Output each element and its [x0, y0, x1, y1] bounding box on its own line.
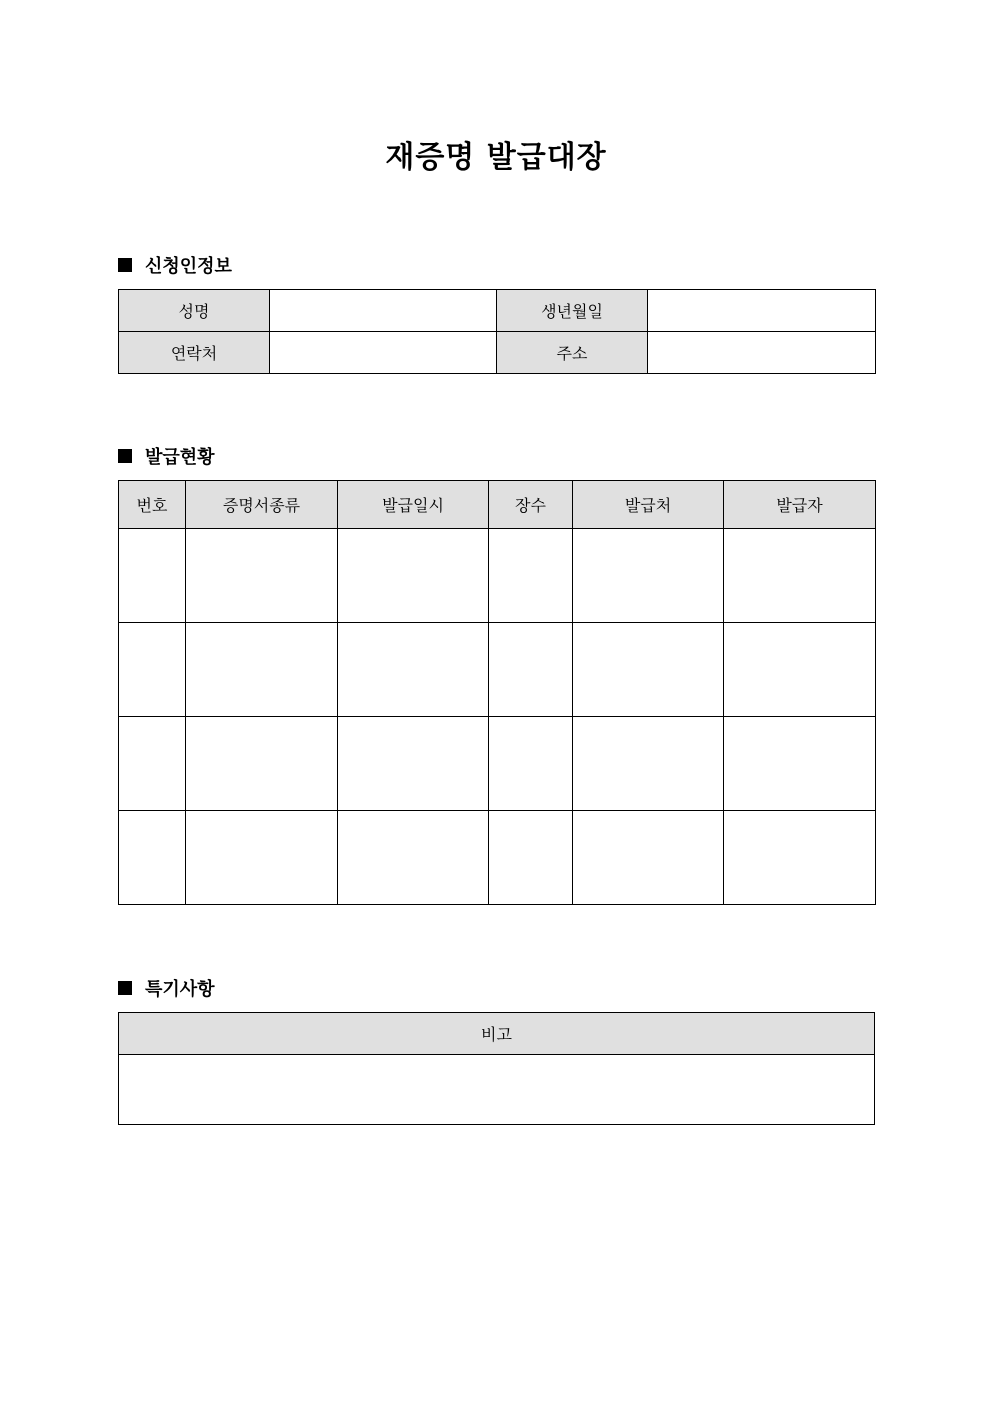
table-cell[interactable] — [489, 529, 573, 623]
name-label: 성명 — [119, 290, 270, 332]
table-cell[interactable] — [338, 623, 489, 717]
table-cell[interactable] — [119, 811, 186, 905]
birthdate-field[interactable] — [648, 290, 876, 332]
table-row — [119, 529, 876, 623]
contact-label: 연락처 — [119, 332, 270, 374]
table-cell[interactable] — [724, 811, 876, 905]
table-cell[interactable] — [338, 529, 489, 623]
table-row — [119, 717, 876, 811]
table-cell[interactable] — [724, 529, 876, 623]
remarks-section-title: 특기사항 — [145, 979, 215, 1000]
remarks-table — [118, 1012, 875, 1125]
issuance-table — [118, 480, 876, 905]
column-header-issuing-office: 발급처 — [573, 481, 724, 529]
birthdate-label: 생년월일 — [497, 290, 648, 332]
table-cell[interactable] — [573, 811, 724, 905]
table-cell[interactable] — [573, 529, 724, 623]
table-row — [119, 811, 876, 905]
applicant-info-table — [118, 289, 876, 374]
applicant-section-heading — [118, 253, 232, 277]
table-cell[interactable] — [119, 623, 186, 717]
table-cell[interactable] — [119, 529, 186, 623]
column-header-number: 번호 — [119, 481, 186, 529]
remarks-label: 비고 — [119, 1013, 875, 1055]
table-cell[interactable] — [186, 717, 338, 811]
address-field[interactable] — [648, 332, 876, 374]
table-cell[interactable] — [186, 529, 338, 623]
issuance-section-title: 발급현황 — [145, 447, 215, 468]
square-bullet-icon — [118, 981, 132, 995]
remarks-field[interactable] — [119, 1055, 875, 1125]
column-header-issuer: 발급자 — [724, 481, 876, 529]
column-header-certificate-type: 증명서종류 — [186, 481, 338, 529]
table-cell[interactable] — [338, 811, 489, 905]
table-cell[interactable] — [186, 623, 338, 717]
square-bullet-icon — [118, 258, 132, 272]
table-cell[interactable] — [338, 717, 489, 811]
square-bullet-icon — [118, 449, 132, 463]
table-cell[interactable] — [489, 811, 573, 905]
table-cell[interactable] — [186, 811, 338, 905]
table-cell[interactable] — [724, 717, 876, 811]
name-field[interactable] — [270, 290, 497, 332]
address-label: 주소 — [497, 332, 648, 374]
issuance-section-heading — [118, 444, 215, 468]
table-cell[interactable] — [573, 717, 724, 811]
table-cell[interactable] — [489, 623, 573, 717]
table-cell[interactable] — [724, 623, 876, 717]
table-cell[interactable] — [489, 717, 573, 811]
applicant-section-title: 신청인정보 — [145, 256, 232, 277]
contact-field[interactable] — [270, 332, 497, 374]
column-header-sheet-count: 장수 — [489, 481, 573, 529]
document-title: 재증명 발급대장 — [385, 140, 607, 175]
remarks-section-heading — [118, 976, 215, 1000]
table-cell[interactable] — [119, 717, 186, 811]
column-header-issue-datetime: 발급일시 — [338, 481, 489, 529]
table-row — [119, 623, 876, 717]
table-cell[interactable] — [573, 623, 724, 717]
